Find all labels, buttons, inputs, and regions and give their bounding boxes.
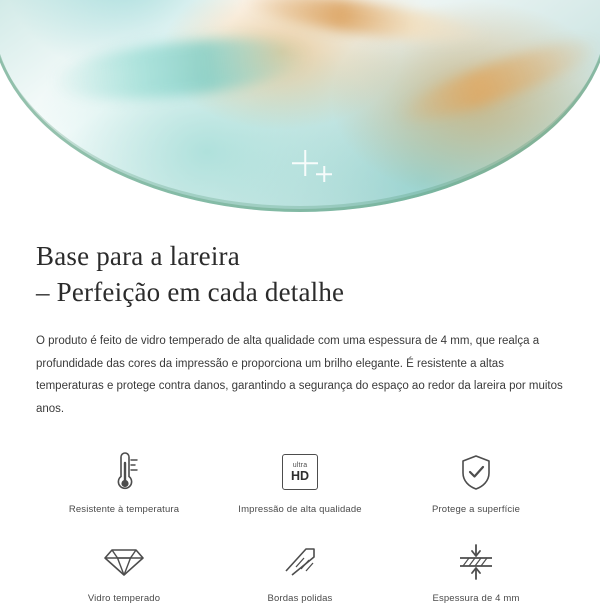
feature-item-temperature [36, 442, 212, 525]
gold-streak-3 [390, 25, 600, 134]
feature-item-print-quality [212, 442, 388, 525]
thickness-icon [454, 539, 498, 583]
feature-label: Bordas polidas [267, 592, 333, 604]
feature-label: Protege a superfície [431, 503, 521, 515]
feature-grid [36, 442, 564, 614]
sparkle-icon [292, 150, 318, 176]
headline-line-2: – Perfeição em cada detalhe [36, 276, 345, 307]
feature-label: Resistente à temperatura [68, 503, 180, 515]
feature-item-thickness [388, 531, 564, 614]
diamond-icon [103, 539, 145, 583]
marble-glass-surface [0, 0, 600, 212]
thermometer-icon [104, 450, 144, 494]
polished-edges-icon [280, 539, 320, 583]
hero-image [0, 0, 600, 215]
feature-label: Impressão de alta qualidade [238, 503, 362, 515]
feature-label: Vidro temperado [87, 592, 161, 604]
headline-line-1: Base para a lareira [36, 241, 240, 271]
page-title [36, 239, 564, 310]
ultra-hd-badge-top: ultra [292, 461, 308, 469]
ultra-hd-badge-bottom: HD [290, 468, 310, 483]
teal-streak [48, 29, 312, 110]
description-paragraph: O produto é feito de vidro temperado de alta qualidade com uma espessura de 4 mm, que realça a profundidade das cores da impressão e proporciona um brilho elegante. É resistente a altas temperaturas e protege contra danos, garantindo a segurança do espaço ao redor da lareira por muitos anos. [36, 335, 563, 415]
sparkle-icon [316, 166, 332, 182]
feature-item-surface-protection [388, 442, 564, 525]
content-area [0, 239, 600, 614]
feature-label: Espessura de 4 mm [432, 592, 520, 604]
feature-item-tempered-glass [36, 531, 212, 614]
shield-check-icon [456, 450, 496, 494]
feature-item-polished-edges [212, 531, 388, 614]
ultra-hd-icon [282, 450, 318, 494]
